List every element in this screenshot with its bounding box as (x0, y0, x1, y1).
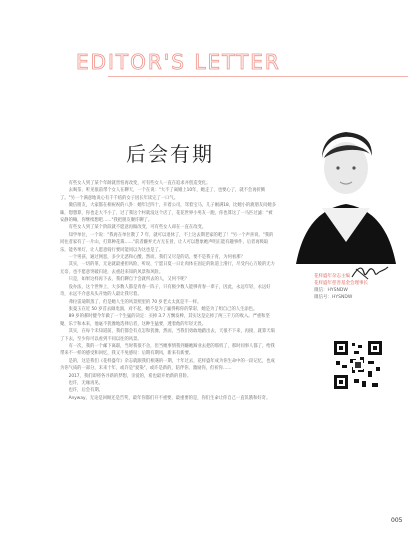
editor-wechat-1: 微信：HYSNDW (314, 288, 348, 293)
paragraph: 只是，如果这样再下去，我们聊自于会就所去的人，又何不呢？ (68, 277, 189, 283)
editor-portrait (276, 96, 416, 264)
editor-title-1: 花样盛年杂志主编 (314, 274, 350, 279)
paragraph: 其实，在每个未知道前，我们都会有点怎和犹豫，然而，当我们勇敢地踏出去，天很不下来，再接，就算天塌了下去，至少你可以看到不同以往的风景。 (60, 329, 275, 342)
paragraph: Anyway，无论是回顾还是告奖，最年你都们开不重要，最重要的是，你们生命让你自己一直饥饿和好奇。 (68, 395, 271, 401)
paragraph: 微信朋友，大家都在相祝祝的八卦：她年过四十，开着公司，驾着宝马，儿子刚满18，比她小的鹿朋友问她多睐，想想算，你也走大不小了，过了我这个村就没这个店了，花花世界小男友一跑，你也算这了一马匹过滤："被安静的嘛，你继续想吧……"我把朋友聚许聊了。 (60, 203, 277, 224)
paragraph: 2017，我们即将各寻新的梦想，亲爱的，希也最开始新的冒险。 (68, 373, 192, 379)
paragraph: 弗拉雷迪斯蒸了，但是她人生的风景照里的 70 岁老太太真是不一样。 (68, 299, 202, 305)
page-title: 后会有期 (126, 142, 214, 166)
page-number: 005 (391, 517, 403, 524)
paragraph: 89 岁的郝时健今年做了一个生猛的决定：买掉 3.7 万飘发棒，其实这是完掉了两三千万的收入。严重和坚聚，乐于和本来，他毫不犹豫地选择后者，这种生猛要，透着他的年轻无畏。 (60, 314, 270, 327)
qr-code (332, 339, 384, 391)
paragraph: 也许，后会有期。 (68, 388, 103, 394)
paragraph: 其实，一切的罪，无论就最重担风险，听说，宁愿日夏一日让肉体在固定的轨道上滑行，尽受内心万般的无力无奈，也不愿意突破归途，去重赶来知的风景和风险。 (60, 262, 275, 275)
paragraph: 张曼玉在近 50 岁首去做电演，对不起，她不是为了赢得称你的掌彩，她是为了组自己的人生添色。 (68, 306, 258, 312)
paragraph: 有一次，我的一个邮下离职，当时我很不舍，但当她事情我到嫌她蹄业去把的那机了，那时同事人都了，给我带来不一样的感受和回忆，我又不免感叹：后期有期风，新来有新要。 (60, 343, 275, 357)
letter-body (60, 180, 276, 402)
editor-wechat-2: 微信号：HYSNDW (314, 295, 353, 300)
paragraph: 有些女人到了某个年龄就害怕再改变，可有些女人一直在追求并创造变化。 (68, 181, 211, 186)
editor-info (314, 273, 368, 301)
header-divider (108, 76, 408, 77)
paragraph: 知学单位，一个说："我再在单位教了 7 年，就可以退休了，不上这去期老家的吧了！"另一个声喜说，"我的同往者家有了一片山，打算种花裁……"前者嫌弃尤方无在曾，让人可以想象她声明正能有趣事件，后者再吸取乐，能务果灯，让人愿意骑行要同能同以为这也是了。 (60, 232, 274, 253)
editor-title-2: 花样盛年慈善基金会理事长 (314, 281, 368, 286)
section-title: EDITOR'S LETTER (76, 50, 281, 74)
paragraph: 去喝茶，听见很前带个女人在聊天，一个在说："大不了离婚上10年，她走了，也要心了，就不会再折腾了。"另一个满意地说心有千千结的女子因长年读完了一口气。 (60, 188, 266, 201)
paragraph: 一个男孩，通过网恶，多少无恶和心酸，然而，我们又尽是的话，要不是我子育，为何看那？ (68, 255, 245, 261)
paragraph: 也许，无缘再见。 (68, 380, 103, 386)
paragraph: 没办法，这个世界上，大多数人都是青春一阵子，只有极少数人能够青春一辈子，因此，永远年轻，永远好奇，永远不介意从头开始的人最让我尽着。 (60, 284, 271, 298)
paragraph: 是的，这是我们《花样盛年》杂志就跟我们相遇的一期，十年过去，花样盛年成为你生命中的一段记忆，也成为你气质的一部分，未来十年，或许是"爱染"，或许是新的，陪伴你，激励你，但祈你…… (60, 358, 275, 372)
paragraph: 有些女人到了某个阶段就不愿意再做改变，可有些女人却在一直在改变。 (68, 225, 207, 231)
